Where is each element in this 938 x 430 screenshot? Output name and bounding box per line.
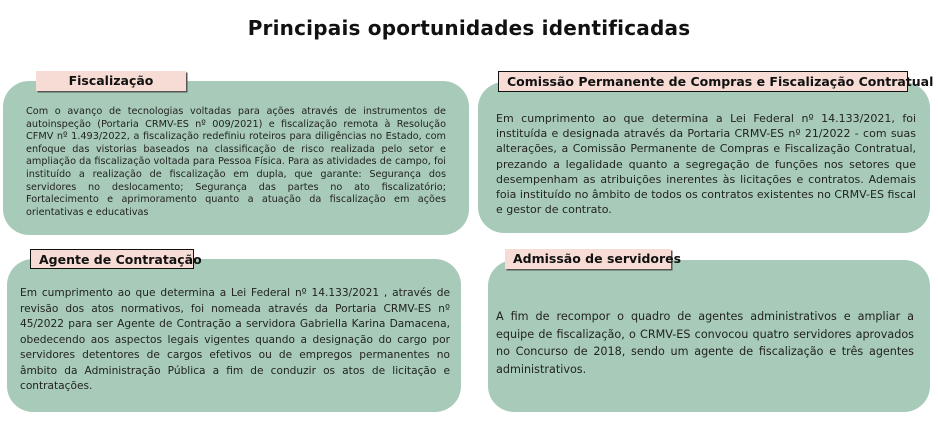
card-text-fiscalizacao: Com o avanço de tecnologias voltadas para ações através de instrumentos de autoinspeção (Portaria CRMV-ES nº 009/2021) e fiscalização remota à Resolução CFMV nº 1.493/2022, a fiscalização redefiniu roteiros para diligências no Estado, com enfoque das vistorias baseados na classificação de risco realizada pelo setor e ampliação da fiscalização voltada para Pessoa Física. Para as atividades de campo, foi instituído a realização de fiscalização em dupla, que garante: Segurança dos servidores no deslocamento; Segurança das partes no ato fiscalizatório; Fortalecimento e aprimoramento quanto a atuação da fiscalização em ações orientativas e educativas: [26, 106, 446, 218]
card-text-comissao-permanente: Em cumprimento ao que determina a Lei Federal nº 14.133/2021, foi instituída e designada através da Portaria CRMV-ES nº 21/2022 - com suas alterações, a Comissão Permanente de Compras e Fiscalização Contratual, prezando a legalidade quanto a segregação de funções nos setores que desempenham as atribuições inerentes às licitações e contratos. Ademais foia instituído no âmbito de todos os contratos existentes no CRMV-ES fiscal e gestor de contrato.: [496, 112, 916, 217]
card-text-agente-contratacao: Em cumprimento ao que determina a Lei Federal nº 14.133/2021 , através de revisão dos atos normativos, foi nomeada através da Portaria CRMV-ES nº 45/2022 para ser Agente de Contração a servidora Gabriella Karina Damacena, obedecendo aos aspectos legais vigentes quando a designação do cargo por servidores detentores de cargos efetivos ou de empregos permanentes no âmbito da Administração Pública a fim de conduzir os atos de licitação e contratações.: [20, 287, 450, 392]
card-label-agente-contratacao: Agente de Contratação: [30, 249, 194, 269]
card-text-admissao-servidores: A fim de recompor o quadro de agentes administrativos e ampliar a equipe de fiscalização, o CRMV-ES convocou quatro servidores aprovados no Concurso de 2018, sendo um agente de fiscalização e três agentes administrativos.: [496, 310, 914, 376]
card-label-comissao-permanente: Comissão Permanente de Compras e Fiscalização Contratual: [498, 71, 908, 92]
page-title: Principais oportunidades identificadas: [247, 16, 691, 40]
card-label-fiscalizacao: Fiscalização: [36, 71, 186, 91]
card-label-admissao-servidores: Admissão de servidores: [505, 249, 671, 269]
